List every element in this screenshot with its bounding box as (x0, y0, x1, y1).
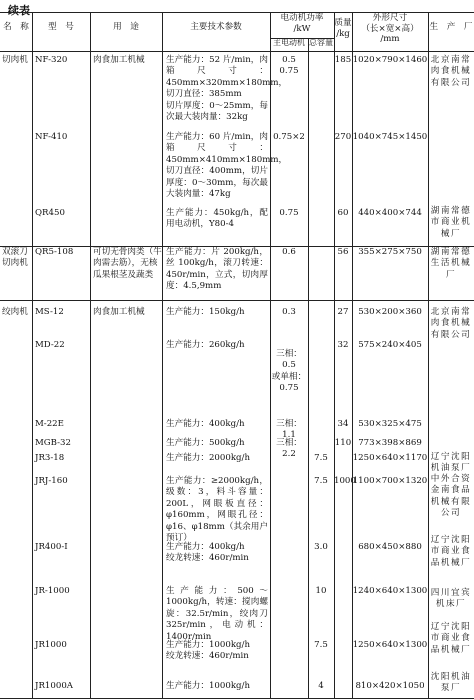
total-capacity-cell: 7.5 (314, 476, 328, 486)
usage-cell (90, 476, 162, 536)
params-cell: 生产能力：1000kg/h (166, 681, 250, 691)
model-cell: MGB-32 (35, 438, 71, 448)
dimensions-cell: 1250×640×1170 (352, 453, 428, 463)
mass-cell: 60 (337, 208, 349, 218)
dimensions-cell: 680×450×880 (358, 542, 422, 552)
header-mass: 质量 /kg (334, 18, 352, 39)
column-rule (270, 12, 271, 698)
table-bottom-rule (0, 698, 474, 699)
params-cell: 生产能力：52 片/min，肉箱尺寸：450mm×320mm×180mm，切刀直径：385mm 切片厚度：0～25mm，每次最大装肉量：32kg (166, 55, 288, 123)
manufacturer-cell: 四川宜宾机床厂 (430, 588, 472, 610)
usage-cell: 可切无骨肉类（牛肉需去筋），无核瓜果根茎及蔬类 (93, 247, 162, 280)
params-cell: 生产能力：2000kg/h (166, 453, 250, 463)
manufacturer-cell: 湖南常德市商业机械厂 (430, 206, 472, 239)
params-cell: 生产能力：60 片/min，肉箱尺寸：450mm×410mm×180mm，切刀直径：400mm，切片厚度：0～30mm，每次最大装肉量：47kg (166, 132, 288, 200)
model-cell: JR-1000 (35, 586, 70, 596)
manufacturer-cell: 北京南常肉食机械有限公司 (430, 55, 472, 88)
model-cell: JR400-Ⅰ (35, 542, 68, 552)
manufacturer-cell (428, 132, 474, 208)
usage-cell (90, 340, 162, 398)
header-usage: 用 途 (113, 22, 139, 32)
header-manufacturer: 生 产 厂 (429, 22, 473, 32)
usage-cell (90, 586, 162, 632)
params-cell: 生产能力：500～1000kg/h，转速：搅肉螺旋：32.5r/min，绞肉刀325r/min，电动机：1400r/min (166, 586, 268, 642)
header-power-group: 电动机功率 /kW (280, 13, 324, 34)
usage-cell (90, 640, 162, 680)
mass-cell: 270 (334, 132, 352, 142)
usage-cell: 肉食加工机械 (93, 307, 145, 317)
section-rule (0, 246, 474, 247)
header-name: 名 称 (3, 22, 29, 32)
main-motor-cell (270, 681, 308, 697)
section-name: 双滚刀切肉机 (2, 247, 28, 269)
usage-cell (90, 542, 162, 572)
dimensions-cell: 773×398×869 (358, 438, 422, 448)
total-capacity-cell: 10 (315, 586, 327, 596)
mass-cell: 56 (337, 247, 349, 257)
dimensions-cell: 810×420×1050 (355, 681, 425, 691)
params-cell: 生产能力：400kg/h (166, 419, 245, 429)
section-rule (0, 300, 474, 301)
header-model: 型 号 (48, 22, 74, 32)
mass-cell: 27 (337, 307, 349, 317)
manufacturer-cell: 湖南常德生活机械厂 (430, 247, 472, 280)
manufacturer-cell: 北京南常肉食机械有限公司 (430, 307, 472, 340)
total-capacity-cell: 7.5 (314, 640, 328, 650)
model-cell: NF-410 (35, 132, 68, 142)
usage-cell (90, 438, 162, 452)
main-motor-cell: 0.5 0.75 (279, 55, 299, 77)
model-cell: JR1000A (35, 681, 73, 691)
manufacturer-cell (428, 419, 474, 433)
column-rule (32, 12, 33, 698)
dimensions-cell: 1020×790×1460 (352, 55, 428, 65)
mass-cell (334, 453, 352, 467)
mass-cell: 110 (334, 438, 352, 448)
usage-cell (90, 132, 162, 208)
params-cell: 生产能力：片 200kg/h，丝 100kg/h，滚刀转速：450r/min，立式，切肉厚度：4.5,9mm (166, 247, 268, 292)
mass-cell (334, 542, 352, 572)
manufacturer-cell (428, 340, 474, 398)
params-cell: 生产能力：≥2000kg/h，级数：3，料斗容量：200L，网眼板直径：φ160mm，网眼孔径：φ16、φ18mm（其余用户预订） (166, 476, 268, 544)
column-rule (162, 12, 163, 698)
column-rule (352, 12, 353, 698)
params-cell: 生产能力：150kg/h (166, 307, 245, 317)
dimensions-cell: 1240×640×1300 (352, 586, 428, 596)
main-motor-cell: 三相：0.5 或单相：0.75 (271, 349, 307, 394)
header-dimensions: 外形尺寸 （长×宽×高） /mm (361, 13, 419, 44)
section-name: 切肉机 (2, 55, 28, 65)
main-motor-cell: 0.75×2 (273, 132, 305, 142)
column-rule (308, 38, 309, 698)
total-capacity-cell (308, 419, 334, 433)
dimensions-cell: 530×200×360 (358, 307, 422, 317)
usage-cell (90, 681, 162, 697)
total-capacity-cell (308, 307, 334, 335)
mass-cell: 34 (337, 419, 349, 429)
params-cell: 生产能力：500kg/h (166, 438, 245, 448)
header-bottom-rule (0, 51, 474, 52)
model-cell: M-22E (35, 419, 64, 429)
mass-cell: 32 (337, 340, 349, 350)
main-motor-cell (270, 586, 308, 632)
manufacturer-cell: 辽宁沈阳市商业食品机械厂 (430, 622, 472, 655)
manufacturer-cell: 辽宁沈阳机油泵厂 (430, 452, 472, 474)
main-motor-cell (270, 453, 308, 467)
dimensions-cell: 1040×745×1450 (352, 132, 428, 142)
total-capacity-cell (308, 132, 334, 208)
dimensions-cell: 440×400×744 (358, 208, 422, 218)
manufacturer-cell: 中外合资金南食品机械有限公司 (430, 474, 472, 519)
params-cell: 生产能力：450kg/h，配用电动机，Y80-4 (166, 208, 268, 230)
usage-cell (90, 419, 162, 433)
params-cell: 生产能力：260kg/h (166, 340, 245, 350)
manufacturer-cell: 沈阳机油泵厂 (430, 672, 472, 694)
total-capacity-cell (308, 438, 334, 452)
usage-cell (90, 208, 162, 246)
model-cell: QR450 (35, 208, 65, 218)
params-cell: 生产能力：400kg/h 绞龙转速：460r/min (166, 542, 249, 564)
total-capacity-cell (308, 55, 334, 131)
table-top-rule (0, 12, 474, 13)
total-capacity-cell: 7.5 (314, 453, 328, 463)
column-rule (428, 12, 429, 698)
model-cell: JR3-18 (35, 453, 65, 463)
total-capacity-cell (308, 247, 334, 297)
power-subheader-rule (270, 38, 334, 39)
model-cell: MD-22 (35, 340, 65, 350)
main-motor-cell: 0.6 (282, 247, 296, 257)
main-motor-cell: 0.75 (279, 208, 299, 218)
manufacturer-cell (428, 438, 474, 452)
mass-cell (334, 586, 352, 632)
total-capacity-cell (308, 208, 334, 246)
main-motor-cell (270, 476, 308, 536)
column-rule (334, 12, 335, 698)
main-motor-cell: 三相：2.2 (276, 438, 302, 460)
manufacturer-cell: 辽宁沈阳市商业食品机械厂 (430, 535, 472, 568)
model-cell: JRJ-160 (35, 476, 68, 486)
params-cell: 生产能力：1000kg/h 绞龙转速：460r/min (166, 640, 250, 662)
dimensions-cell: 355×275×750 (358, 247, 422, 257)
model-cell: MS-12 (35, 307, 64, 317)
main-motor-cell (270, 640, 308, 680)
total-capacity-cell: 4 (318, 681, 324, 691)
dimensions-cell: 575×240×405 (358, 340, 422, 350)
model-cell: QR5-108 (35, 247, 74, 257)
header-total-capacity: 总容量 (309, 38, 333, 47)
model-cell: NF-320 (35, 55, 68, 65)
mass-cell (334, 681, 352, 697)
main-motor-cell: 0.3 (282, 307, 296, 317)
usage-cell (90, 453, 162, 467)
mass-cell (334, 640, 352, 680)
usage-cell: 肉食加工机械 (93, 55, 145, 65)
mass-cell: 185 (334, 55, 352, 65)
total-capacity-cell: 3.0 (314, 542, 328, 552)
model-cell: JR1000 (35, 640, 67, 650)
section-name: 绞肉机 (2, 307, 28, 317)
dimensions-cell: 1100×700×1320 (352, 476, 428, 486)
continued-label: 续表 (8, 4, 30, 17)
mass-cell: 1000 (334, 476, 356, 486)
column-rule (90, 12, 91, 698)
dimensions-cell: 1250×640×1300 (352, 640, 428, 650)
total-capacity-cell (308, 340, 334, 398)
header-main-motor: 主电动机 (273, 38, 305, 47)
main-motor-cell: 三相：1.1 (276, 419, 302, 441)
main-motor-cell (270, 542, 308, 572)
header-params: 主要技术参数 (190, 22, 242, 32)
dimensions-cell: 530×325×475 (358, 419, 422, 429)
